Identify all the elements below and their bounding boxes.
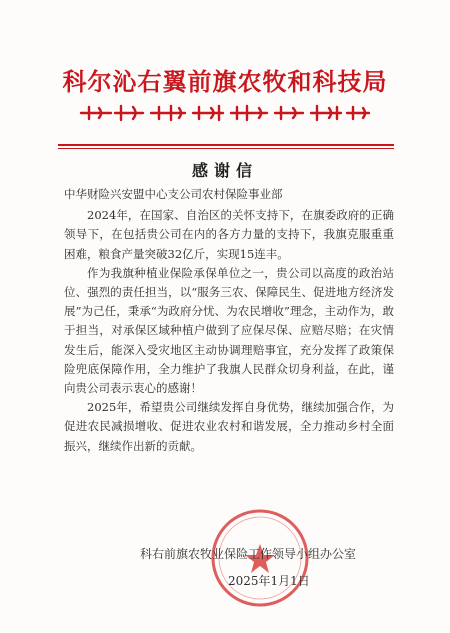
org-title: 科尔沁右翼前旗农牧和科技局 — [62, 68, 388, 96]
paragraph-2: 作为我旗种植业保险承保单位之一，贵公司以高度的政治站位、强烈的责任担当，以“服务三农、保障民生、促进地方经济发展”为己任，秉承“为政府分忧、为农民增收”理念，主动作为，敢于担当，对承保区域种植户做到了应保尽保、应赔尽赔；在灾情发生后，能深入受灾地区主动协调理赔事宜，充分发挥了政策保险兜底保障作用，全力维护了我旗人民群众切身利益，在此，谨向贵公司表示衷心的感谢！ — [64, 265, 394, 396]
header-rule-thin — [58, 148, 394, 149]
signature-org: 科右前旗农牧业保险工作领导小组办公室 — [140, 547, 357, 561]
header-rule-thick — [58, 144, 394, 146]
letterhead — [0, 62, 450, 123]
letter-body — [64, 185, 394, 456]
letter-title: 感谢信 — [191, 161, 258, 180]
mongolian-script-line — [75, 103, 375, 123]
paragraph-1: 2024年，在国家、自治区的关怀支持下，在旗委政府的正确领导下，在包括贵公司在内的各方力量的支持下，我旗克服重重困难，粮食产量突破32亿斤，实现15连丰。 — [64, 208, 394, 261]
signature-date: 2025年1月1日 — [228, 574, 310, 588]
paragraph-3: 2025年，希望贵公司继续发挥自身优势，继续加强合作，为促进农民减损增收、促进农业农村和谐发展，全力推动乡村全面振兴，继续作出新的贡献。 — [64, 400, 394, 453]
salutation: 中华财险兴安盟中心支公司农村保险事业部 — [64, 187, 283, 201]
